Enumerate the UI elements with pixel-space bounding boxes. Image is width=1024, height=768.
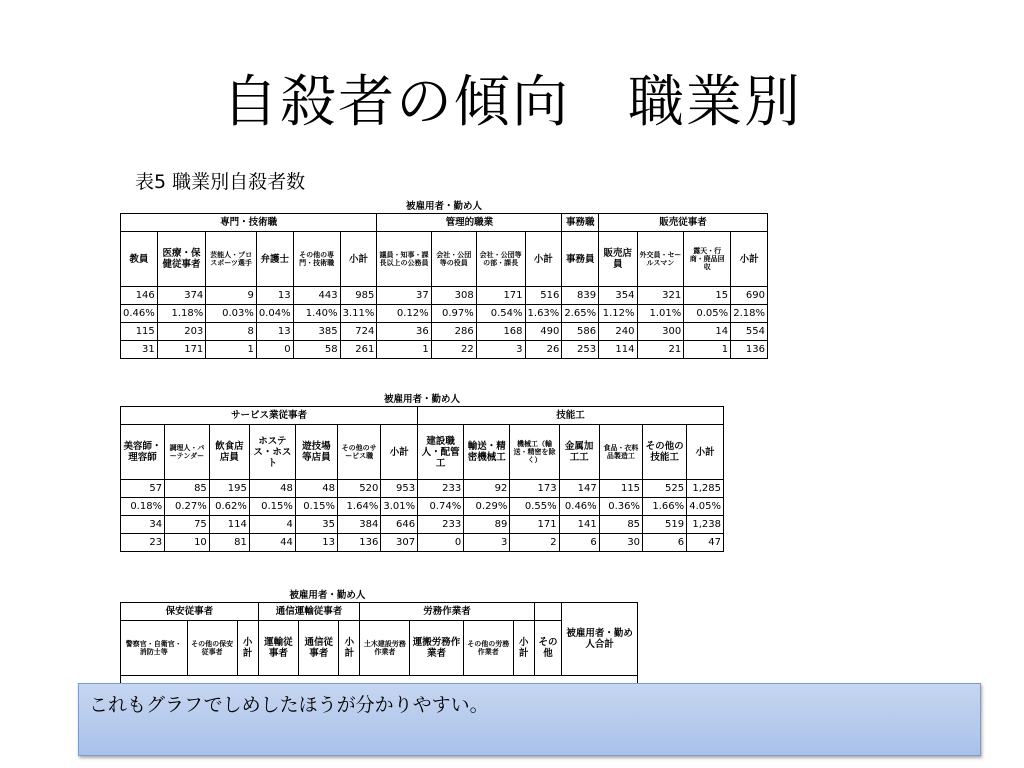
- table-row: [121, 516, 724, 534]
- table-cell: 136: [731, 341, 768, 359]
- column-header: 小計: [381, 425, 418, 480]
- comment-box: [78, 683, 981, 756]
- table-cell: 1,238: [687, 516, 724, 534]
- table-cell: 6: [643, 534, 687, 552]
- table-cell: 3: [464, 534, 510, 552]
- group-header: 労務作業者: [360, 603, 534, 621]
- table-cell: 14: [684, 323, 731, 341]
- table-cell: 48: [295, 480, 337, 498]
- table-cell: 1.40%: [293, 305, 340, 323]
- table-cell: 0.27%: [165, 498, 210, 516]
- column-header: 教員: [121, 232, 158, 287]
- table-cell: 10: [165, 534, 210, 552]
- column-header: 小計: [687, 425, 724, 480]
- table-cell: 308: [431, 287, 476, 305]
- table-cell: 520: [337, 480, 380, 498]
- column-header: 遊技場等店員: [295, 425, 337, 480]
- table-cell: 115: [599, 480, 642, 498]
- table-cell: 3.11%: [340, 305, 377, 323]
- table-top-header: 被雇用者・勤め人: [121, 393, 724, 407]
- table-cell: 75: [165, 516, 210, 534]
- table-cell: 136: [337, 534, 380, 552]
- table-cell: 321: [637, 287, 684, 305]
- table-cell: 31: [121, 341, 158, 359]
- column-header: その他: [534, 621, 561, 676]
- table-cell: 233: [418, 516, 464, 534]
- table-cell: 554: [731, 323, 768, 341]
- table-cell: 286: [431, 323, 476, 341]
- group-header: 販売従事者: [599, 214, 768, 232]
- comment-text: これもグラフでしめしたほうが分かりやすい。: [89, 694, 489, 716]
- table-cell: 146: [121, 287, 158, 305]
- table-caption: 表5 職業別自殺者数: [135, 171, 306, 193]
- table-cell: 44: [249, 534, 295, 552]
- column-header: その他の専門・技術職: [293, 232, 340, 287]
- table-cell: 92: [464, 480, 510, 498]
- table-cell: 85: [165, 480, 210, 498]
- table-cell: 300: [637, 323, 684, 341]
- table-cell: 0.54%: [476, 305, 525, 323]
- column-header: 調理人・バーテンダー: [165, 425, 210, 480]
- table-cell: 2.18%: [731, 305, 768, 323]
- table-cell: 261: [340, 341, 377, 359]
- table-row: [121, 305, 768, 323]
- table-row: [121, 323, 768, 341]
- table-cell: 114: [599, 341, 637, 359]
- table-cell: 195: [209, 480, 249, 498]
- group-header: 技能工: [418, 407, 724, 425]
- table-cell: 0.74%: [418, 498, 464, 516]
- table-cell: 171: [476, 287, 525, 305]
- group-header: 保安従事者: [121, 603, 259, 621]
- table-cell: 21: [637, 341, 684, 359]
- table-cell: 354: [599, 287, 637, 305]
- table-cell: 953: [381, 480, 418, 498]
- column-header: その他のサービス職: [337, 425, 380, 480]
- table-cell: 89: [464, 516, 510, 534]
- table-cell: 4: [249, 516, 295, 534]
- column-header: 小計: [340, 232, 377, 287]
- column-header: その他の労務作業者: [463, 621, 513, 676]
- table-cell: 0.29%: [464, 498, 510, 516]
- table-cell: 0.55%: [510, 498, 559, 516]
- table-cell: 253: [562, 341, 599, 359]
- table-cell: 26: [525, 341, 562, 359]
- group-header: サービス業従事者: [121, 407, 418, 425]
- table-cell: 443: [293, 287, 340, 305]
- column-header: 芸能人・プロスポーツ選手: [206, 232, 257, 287]
- column-header: 会社・公団等の役員: [431, 232, 476, 287]
- table-cell: 1.12%: [599, 305, 637, 323]
- table-cell: 22: [431, 341, 476, 359]
- table-cell: 307: [381, 534, 418, 552]
- column-header: 建設職人・配管工: [418, 425, 464, 480]
- table-cell: 0.15%: [295, 498, 337, 516]
- table-cell: 171: [510, 516, 559, 534]
- table-cell: 1.18%: [157, 305, 206, 323]
- group-header: 管理的職業: [377, 214, 562, 232]
- table-cell: 1.64%: [337, 498, 380, 516]
- table-cell: 1.66%: [643, 498, 687, 516]
- column-header: 被雇用者・勤め人合計: [562, 603, 638, 676]
- column-header: 販売店員: [599, 232, 637, 287]
- table-cell: 690: [731, 287, 768, 305]
- table-cell: 516: [525, 287, 562, 305]
- table-row: [121, 480, 724, 498]
- column-header: その他の保安従事者: [187, 621, 237, 676]
- table-cell: 9: [206, 287, 257, 305]
- column-header: 会社・公団等の部・課長: [476, 232, 525, 287]
- table-cell: 35: [295, 516, 337, 534]
- table-cell: 4.05%: [687, 498, 724, 516]
- column-header: 小計: [513, 621, 534, 676]
- table-cell: 171: [157, 341, 206, 359]
- table-cell: 525: [643, 480, 687, 498]
- table-cell: 374: [157, 287, 206, 305]
- table-cell: 1.63%: [525, 305, 562, 323]
- column-header: 医療・保健従事者: [157, 232, 206, 287]
- table-cell: 147: [559, 480, 599, 498]
- table-cell: 48: [249, 480, 295, 498]
- column-header: 外交員・セールスマン: [637, 232, 684, 287]
- table-cell: 13: [295, 534, 337, 552]
- table-cell: 57: [121, 480, 165, 498]
- table-cell: 173: [510, 480, 559, 498]
- column-header: 食品・衣料品製造工: [599, 425, 642, 480]
- table-cell: 0.03%: [206, 305, 257, 323]
- table-cell: 30: [599, 534, 642, 552]
- occupation-table-1: [120, 200, 768, 359]
- table-cell: 58: [293, 341, 340, 359]
- table-cell: 8: [206, 323, 257, 341]
- table-cell: 0.36%: [599, 498, 642, 516]
- table-cell: 1,285: [687, 480, 724, 498]
- table-cell: 0.12%: [377, 305, 431, 323]
- table-cell: 985: [340, 287, 377, 305]
- table-cell: 23: [121, 534, 165, 552]
- table-cell: 34: [121, 516, 165, 534]
- table-cell: 114: [209, 516, 249, 534]
- table-cell: 646: [381, 516, 418, 534]
- table-cell: 36: [377, 323, 431, 341]
- column-header: 通信従事者: [299, 621, 339, 676]
- table-cell: 47: [687, 534, 724, 552]
- table-cell: 13: [256, 287, 293, 305]
- table-cell: 0.62%: [209, 498, 249, 516]
- table-cell: 2.65%: [562, 305, 599, 323]
- table-cell: 0: [418, 534, 464, 552]
- table-cell: 0.15%: [249, 498, 295, 516]
- column-header: 運輸従事者: [258, 621, 298, 676]
- table-row: [121, 287, 768, 305]
- table-cell: 385: [293, 323, 340, 341]
- table-cell: 203: [157, 323, 206, 341]
- column-header: 機械工（輸送・精密を除く）: [510, 425, 559, 480]
- table-cell: 115: [121, 323, 158, 341]
- column-header: 土木建設労務作業者: [360, 621, 410, 676]
- column-header: 輸送・精密機械工: [464, 425, 510, 480]
- table-cell: 0: [256, 341, 293, 359]
- table-cell: 240: [599, 323, 637, 341]
- table-cell: 168: [476, 323, 525, 341]
- table-cell: 586: [562, 323, 599, 341]
- occupation-table-2: [120, 393, 724, 552]
- column-header: 小計: [339, 621, 360, 676]
- table-cell: 384: [337, 516, 380, 534]
- table-cell: 81: [209, 534, 249, 552]
- table-top-header: 被雇用者・勤め人: [121, 589, 535, 603]
- table-cell: 839: [562, 287, 599, 305]
- table-cell: 0.46%: [559, 498, 599, 516]
- table-cell: 141: [559, 516, 599, 534]
- column-header: 小計: [237, 621, 258, 676]
- table-cell: 13: [256, 323, 293, 341]
- column-header: 美容師・理容師: [121, 425, 165, 480]
- table-cell: 724: [340, 323, 377, 341]
- table-cell: 490: [525, 323, 562, 341]
- group-header: 事務職: [562, 214, 599, 232]
- column-header: 運搬労務作業者: [410, 621, 463, 676]
- table-cell: 85: [599, 516, 642, 534]
- column-header: 弁護士: [256, 232, 293, 287]
- table-cell: 233: [418, 480, 464, 498]
- column-header: 議員・知事・課長以上の公務員: [377, 232, 431, 287]
- table-cell: 0.05%: [684, 305, 731, 323]
- column-header: ホステス・ホスト: [249, 425, 295, 480]
- table-cell: 6: [559, 534, 599, 552]
- group-header: 専門・技術職: [121, 214, 377, 232]
- column-header: 金属加工工: [559, 425, 599, 480]
- table-cell: 2: [510, 534, 559, 552]
- column-header: 事務員: [562, 232, 599, 287]
- table-row: [121, 534, 724, 552]
- table-cell: 1: [377, 341, 431, 359]
- table-cell: 3.01%: [381, 498, 418, 516]
- table-cell: 15: [684, 287, 731, 305]
- table-cell: 0.18%: [121, 498, 165, 516]
- table-cell: 1: [684, 341, 731, 359]
- table-cell: 0.97%: [431, 305, 476, 323]
- table-cell: 1: [206, 341, 257, 359]
- column-header: 小計: [525, 232, 562, 287]
- table-cell: 519: [643, 516, 687, 534]
- column-header: 飲食店店員: [209, 425, 249, 480]
- column-header: 小計: [731, 232, 768, 287]
- column-header: 露天・行商・廃品回収: [684, 232, 731, 287]
- table-cell: 3: [476, 341, 525, 359]
- table-cell: 0.46%: [121, 305, 158, 323]
- table-row: [121, 341, 768, 359]
- group-header: 通信運輸従事者: [258, 603, 360, 621]
- table-cell: 1.01%: [637, 305, 684, 323]
- table-cell: 37: [377, 287, 431, 305]
- table-cell: 0.04%: [256, 305, 293, 323]
- slide-title: 自殺者の傾向 職業別: [222, 70, 802, 135]
- table-top-header: 被雇用者・勤め人: [121, 200, 768, 214]
- column-header: その他の技能工: [643, 425, 687, 480]
- table-row: [121, 498, 724, 516]
- column-header: 警察官・自衛官・消防士等: [121, 621, 188, 676]
